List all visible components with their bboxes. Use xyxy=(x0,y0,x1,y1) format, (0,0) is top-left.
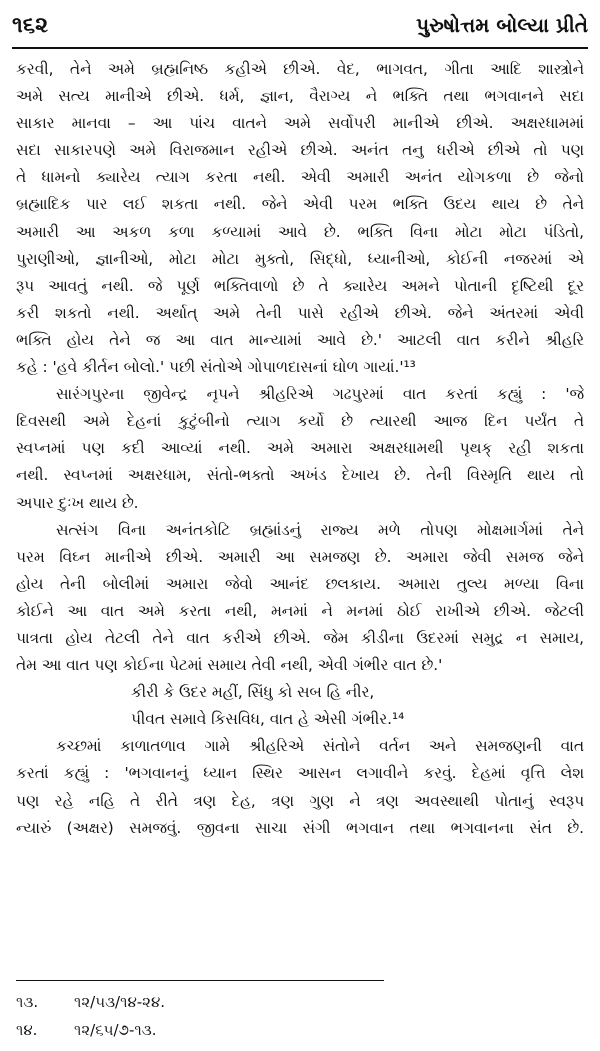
footnote-rule xyxy=(16,980,384,981)
text-line: પીવત સમાવે કિસવિધ, વાત હે એસી ગંભીર.¹⁴ xyxy=(131,710,405,729)
text-line: અમારી આ અકળ કળા કળ્યામાં આવે છે. ભક્તિ વિના મોટા મોટા પંડિતો, xyxy=(16,222,584,241)
text-line: રૂપ આવતું નથી. જે પૂર્ણ ભક્તિવાળો છે તે ક્યારેય અમને પોતાની દૃષ્ટિથી દૂર xyxy=(16,276,584,295)
text-line: સાકાર માનવા – આ પાંચ વાતને અમે સર્વોપરી માનીએ છીએ. અક્ષરધામમાં xyxy=(16,114,584,133)
footnote-number: ૧૩. xyxy=(16,993,39,1011)
text-line: સ્વપ્નમાં પણ કદી આવ્યાં નથી. અમે અમારા અક્ષરધામથી પૃથક્ રહી શકતા xyxy=(16,439,584,458)
footnote-reference: ૧૨/૫૩/૧૪-૨૪. xyxy=(74,993,166,1011)
text-line: કીરી કે ઉદર મહીં, સિંધુ કો સબ હિ નીર, xyxy=(131,683,375,702)
text-line: તેમ આ વાત પણ કોઈના પેટમાં સમાય તેવી નથી, એવી ગંભીર વાત છે.' xyxy=(16,656,443,675)
text-line: પુરાણીઓ, જ્ઞાનીઓ, મોટા મોટા મુક્તો, સિદ્ધો, ધ્યાનીઓ, કોઈની નજરમાં એ xyxy=(16,249,584,268)
text-line: પરમ વિઘ્ન માનીએ છીએ. અમારી આ સમજણ છે. અમારા જેવી સમજ જેને xyxy=(16,547,584,566)
footnote-number: ૧૪. xyxy=(16,1021,38,1039)
text-line: નથી. સ્વપ્નમાં અક્ષરધામ, સંતો-ભક્તો અખંડ દેખાય છે. તેની વિસ્મૃતિ થાય તો xyxy=(16,466,584,485)
footnotes xyxy=(16,988,584,1044)
text-line: કરી શકતો નથી. અર્થાત્ અમે તેની પાસે રહીએ છીએ. જેને અંતરમાં એવી xyxy=(16,303,584,322)
header-rule xyxy=(12,47,588,49)
footnote xyxy=(16,1016,584,1044)
text-line: પણ રહે નહિ તે રીતે ત્રણ દેહ, ત્રણ ગુણ ને ત્રણ અવસ્થાથી પોતાનું સ્વરૂપ xyxy=(16,791,584,810)
text-line: કરતાં કહ્યું : 'ભગવાનનું ધ્યાન સ્થિર આસન લગાવીને કરવું. દેહમાં વૃત્તિ લેશ xyxy=(16,764,584,783)
text-line: સત્સંગ વિના અનંતકોટિ બ્રહ્માંડનું રાજ્ય મળે તોપણ મોક્ષમાર્ગમાં તેને xyxy=(56,520,584,539)
running-title: પુરુષોત્તમ બોલ્યા પ્રીતે xyxy=(416,13,588,37)
footnote-reference: ૧૨/૬૫/૭-૧૩. xyxy=(74,1021,157,1039)
text-line: ભક્તિ હોય તેને જ આ વાત માન્યામાં આવે છે.' આટલી વાત કરીને શ્રીહરિ xyxy=(16,330,584,349)
text-line: હોય તેની બોલીમાં અમારા જેવો આનંદ છલકાય. અમારા તુલ્ય મળ્યા વિના xyxy=(16,574,584,593)
text-line: બ્રહ્માદિક પાર લઈ શકતા નથી. જેને એવી પરમ ભક્તિ ઉદય થાય છે તેને xyxy=(16,195,584,214)
body-text xyxy=(16,56,584,842)
text-line: તે ધામનો ક્યારેય ત્યાગ કરતા નથી. એવી અમારી અનંત યોગકળા છે જેનો xyxy=(16,168,584,187)
text-line: પાત્રતા હોય તેટલી તેને વાત કરીએ છીએ. જેમ કીડીના ઉદરમાં સમુદ્ર ન સમાય, xyxy=(16,628,584,647)
text-line: અપાર દુઃખ થાય છે. xyxy=(16,493,139,512)
footnote xyxy=(16,988,584,1016)
page-header xyxy=(12,8,588,42)
text-line: કચ્છમાં કાળાતળાવ ગામે શ્રીહરિએ સંતોને વર્તન અને સમજણની વાત xyxy=(56,737,584,756)
text-line: સારંગપુરના જીવેન્દ્ર નૃપને શ્રીહરિએ ગઢપુરમાં વાત કરતાં કહ્યું : 'જે xyxy=(56,385,584,404)
text-line: કોઈને આ વાત અમે કરતા નથી, મનમાં ને મનમાં ઠોઈ રાખીએ છીએ. જેટલી xyxy=(16,601,584,620)
text-line: કહે : 'હવે કીર્તન બોલો.' પછી સંતોએ ગોપાળદાસનાં ઘોળ ગાયાં.'¹³ xyxy=(16,358,416,377)
text-line: અમે સત્ય માનીએ છીએ. ધર્મ, જ્ઞાન, વૈરાગ્ય ને ભક્તિ તથા ભગવાનને સદા xyxy=(16,87,584,106)
page-number: ૧૬૨ xyxy=(12,12,49,38)
text-line: સદા સાકારપણે અમે વિરાજમાન રહીએ છીએ. અનંત તનુ ધરીએ છીએ તો પણ xyxy=(16,141,584,160)
text-line: કરવી, તેને અમે બ્રહ્મનિષ્ઠ કહીએ છીએ. વેદ, ભાગવત, ગીતા આદિ શાસ્ત્રોને xyxy=(16,60,584,78)
text-line: દિવસથી અમે દેહનાં કુટુંબીનો ત્યાગ કર્યો છે ત્યારથી આજ દિન પર્યંત તે xyxy=(16,412,584,431)
text-line: ન્યારું (અક્ષર) સમજવું. જીવના સાચા સંગી ભગવાન તથા ભગવાનના સંત છે. xyxy=(16,818,584,837)
